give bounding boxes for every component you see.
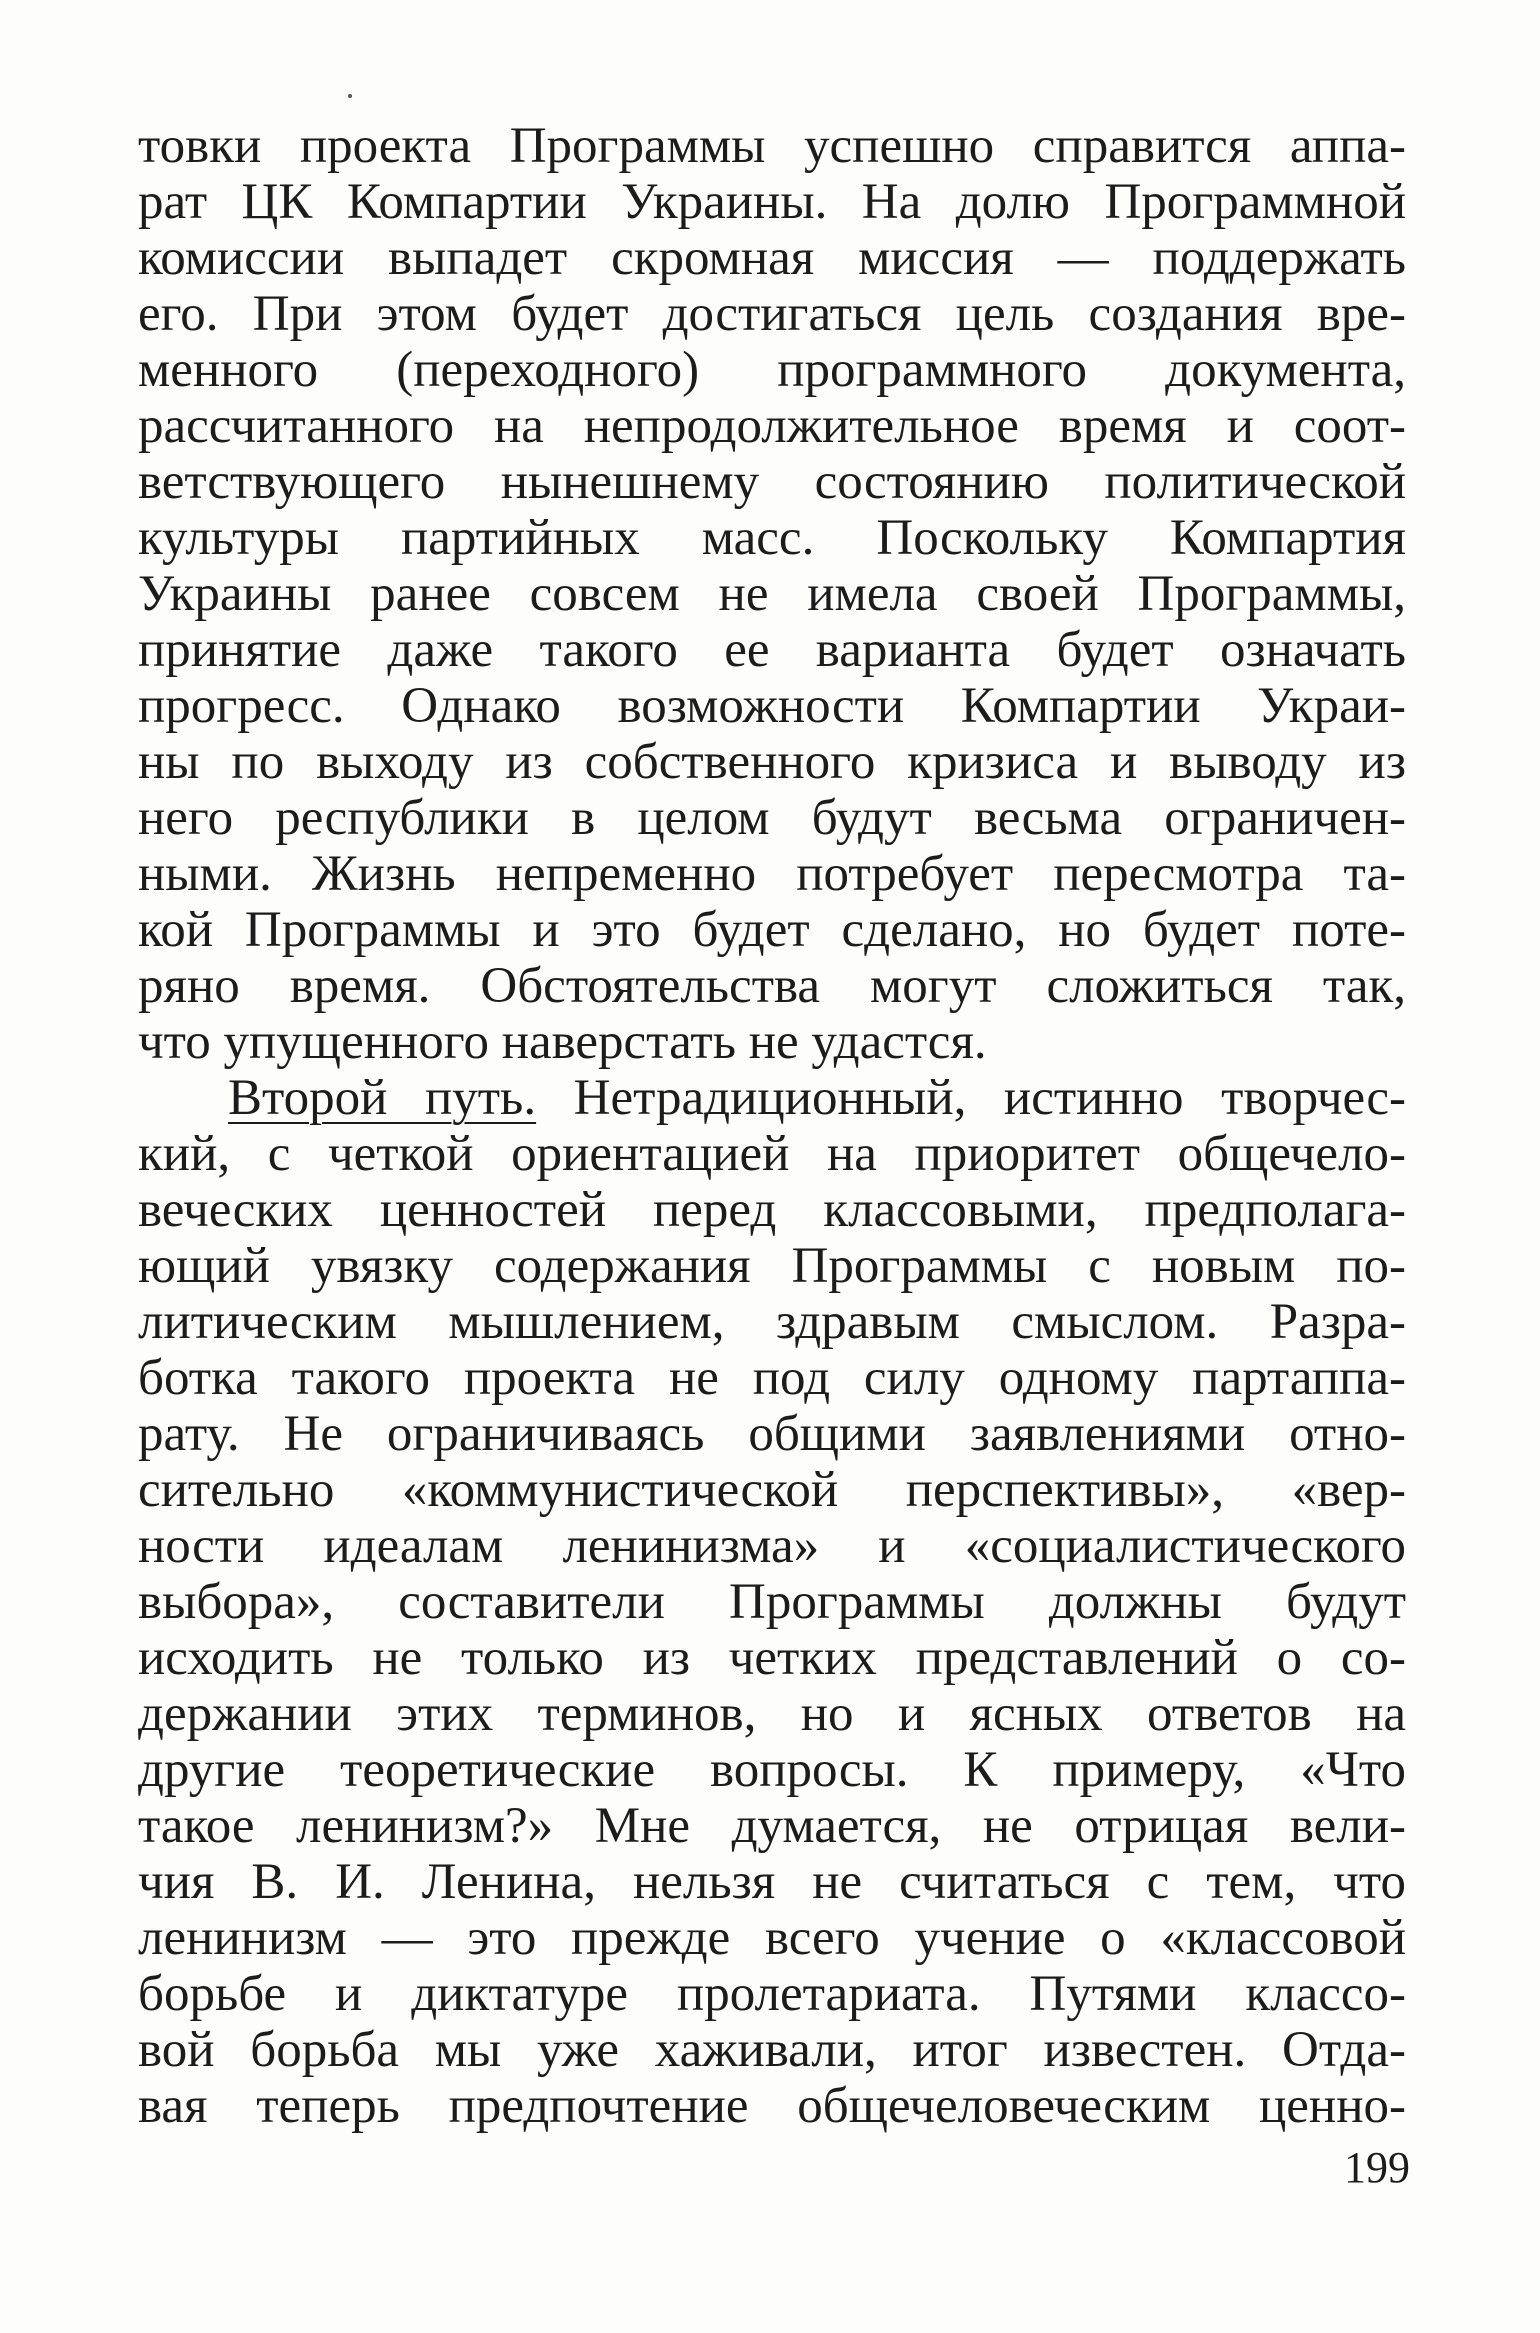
scan-speck [348, 94, 352, 98]
section-lead-underlined: Второй путь. [228, 1070, 537, 1126]
text-line: держании этих терминов, но и ясных ответов на [138, 1686, 1406, 1742]
text-line: менного (переходного) программного документа, [138, 342, 1406, 398]
text-line: рату. Не ограничиваясь общими заявлениями отно- [138, 1406, 1406, 1462]
text-line-rest: Нетрадиционный, истинно творчес- [536, 1070, 1406, 1126]
text-line: него республики в целом будут весьма ограничен- [138, 790, 1406, 846]
text-line: ными. Жизнь непременно потребует пересмотра та- [138, 846, 1406, 902]
text-line: комиссии выпадет скромная миссия — поддержать [138, 230, 1406, 286]
text-line: ботка такого проекта не под силу одному партаппа- [138, 1350, 1406, 1406]
text-line: ветствующего нынешнему состоянию политической [138, 454, 1406, 510]
text-line: веческих ценностей перед классовыми, предполага- [138, 1182, 1406, 1238]
text-line: товки проекта Программы успешно справится аппа- [138, 118, 1406, 174]
text-line: ющий увязку содержания Программы с новым по- [138, 1238, 1406, 1294]
text-line: рат ЦК Компартии Украины. На долю Программной [138, 174, 1406, 230]
text-line: культуры партийных масс. Поскольку Компартия [138, 510, 1406, 566]
text-line: ности идеалам ленинизма» и «социалистического [138, 1518, 1406, 1574]
text-line: вой борьба мы уже хаживали, итог известен. Отда- [138, 2022, 1406, 2078]
text-line: Украины ранее совсем не имела своей Программы, [138, 566, 1406, 622]
body-text [138, 118, 1406, 2134]
text-line: вая теперь предпочтение общечеловеческим ценно- [138, 2078, 1406, 2134]
text-line: ленинизм — это прежде всего учение о «классовой [138, 1910, 1406, 1966]
text-line: прогресс. Однако возможности Компартии Украи- [138, 678, 1406, 734]
text-line: ряно время. Обстоятельства могут сложиться так, [138, 958, 1406, 1014]
text-line: сительно «коммунистической перспективы», «вер- [138, 1462, 1406, 1518]
text-line: принятие даже такого ее варианта будет означать [138, 622, 1406, 678]
text-line: борьбе и диктатуре пролетариата. Путями классо- [138, 1966, 1406, 2022]
text-line: выбора», составители Программы должны будут [138, 1574, 1406, 1630]
text-line: литическим мышлением, здравым смыслом. Разра- [138, 1294, 1406, 1350]
text-line: кой Программы и это будет сделано, но будет поте- [138, 902, 1406, 958]
text-line: его. При этом будет достигаться цель создания вре- [138, 286, 1406, 342]
text-line: кий, с четкой ориентацией на приоритет общечело- [138, 1126, 1406, 1182]
text-line: чия В. И. Ленина, нельзя не считаться с тем, что [138, 1854, 1406, 1910]
text-line: исходить не только из четких представлений о со- [138, 1630, 1406, 1686]
text-line: другие теоретические вопросы. К примеру, «Что [138, 1742, 1406, 1798]
text-line: такое ленинизм?» Мне думается, не отрицая вели- [138, 1798, 1406, 1854]
paragraph-end-line: что упущенного наверстать не удастся. [138, 1014, 987, 1070]
paragraph-start-line [138, 1070, 1406, 1126]
text-line: ны по выходу из собственного кризиса и выводу из [138, 734, 1406, 790]
page-number: 199 [1344, 2143, 1410, 2192]
text-line: рассчитанного на непродолжительное время и соот- [138, 398, 1406, 454]
